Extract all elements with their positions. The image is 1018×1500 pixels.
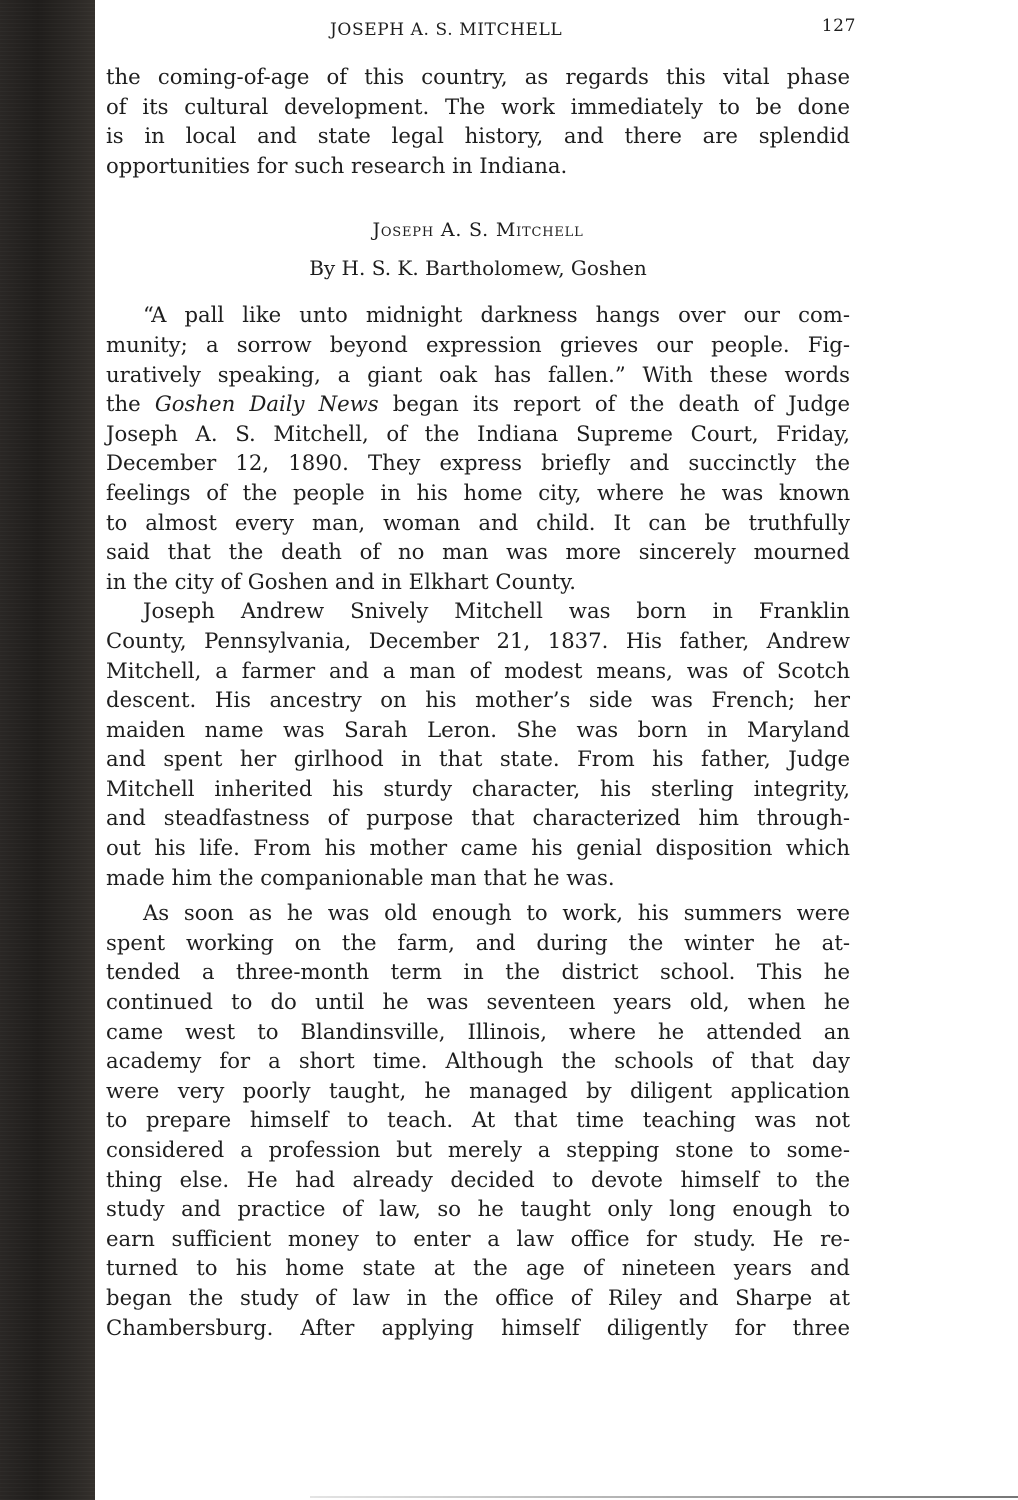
text-line: Mitchell, a farmer and a man of modest means, was of Scotch xyxy=(106,657,850,683)
page-number: 127 xyxy=(821,16,856,36)
text-line: Mitchell inherited his sturdy character, his sterling integrity, xyxy=(106,775,850,801)
book-spine-shadow xyxy=(0,0,95,1500)
text-line: Chambersburg. After applying himself diligently for three xyxy=(106,1314,850,1340)
text-line: December 12, 1890. They express briefly and succinctly the xyxy=(106,450,850,476)
text-line: “A pall like unto midnight darkness hangs over our com- xyxy=(143,302,850,328)
text-line: earn sufficient money to enter a law office for study. He re- xyxy=(106,1225,850,1251)
text-line: academy for a short time. Although the schools of that day xyxy=(106,1048,850,1074)
text-line: As soon as he was old enough to work, his summers were xyxy=(143,900,850,926)
article-paragraph-1 xyxy=(106,300,850,596)
page-bottom-edge xyxy=(310,1496,1018,1498)
text-fragment: the xyxy=(106,391,155,417)
newspaper-title-italic: Goshen Daily News xyxy=(154,391,379,417)
text-line: County, Pennsylvania, December 21, 1837. His father, Andrew xyxy=(106,627,850,653)
text-line: Joseph Andrew Snively Mitchell was born in Franklin xyxy=(143,598,850,624)
text-line: Joseph A. S. Mitchell, of the Indiana Supreme Court, Friday, xyxy=(106,420,850,446)
running-head-title: JOSEPH A. S. MITCHELL xyxy=(330,20,563,40)
text-line: began the study of law in the office of Riley and Sharpe at xyxy=(106,1284,850,1310)
text-line: to almost every man, woman and child. It can be truthfully xyxy=(106,509,850,535)
text-line-with-italic xyxy=(106,389,850,419)
text-line: continued to do until he was seventeen years old, when he xyxy=(106,989,850,1015)
text-line: opportunities for such research in Indiana. xyxy=(106,152,568,178)
article-title: Joseph A. S. Mitchell xyxy=(372,219,584,242)
text-line: turned to his home state at the age of nineteen years and xyxy=(106,1255,850,1281)
text-line: feelings of the people in his home city, where he was known xyxy=(106,479,850,505)
article-paragraph-3 xyxy=(106,898,850,1342)
text-fragment: began its report of the death of Judge xyxy=(378,391,850,417)
intro-paragraph xyxy=(106,62,850,180)
text-line: spent working on the farm, and during the winter he at- xyxy=(106,929,850,955)
text-line: study and practice of law, so he taught only long enough to xyxy=(106,1196,850,1222)
text-line: tended a three-month term in the district school. This he xyxy=(106,959,850,985)
text-line: munity; a sorrow beyond expression grieves our people. Fig- xyxy=(106,331,850,357)
article-byline: By H. S. K. Bartholomew, Goshen xyxy=(309,256,647,281)
text-line: maiden name was Sarah Leron. She was born in Maryland xyxy=(106,716,850,742)
text-line: out his life. From his mother came his genial disposition which xyxy=(106,835,850,861)
text-line: descent. His ancestry on his mother’s side was French; her xyxy=(106,687,850,713)
text-line: and steadfastness of purpose that characterized him through- xyxy=(106,805,850,831)
text-line: uratively speaking, a giant oak has fallen.” With these words xyxy=(106,361,850,387)
running-head xyxy=(106,14,856,44)
text-line: of its cultural development. The work immediately to be done xyxy=(106,93,850,119)
text-line: is in local and state legal history, and there are splendid xyxy=(106,123,850,149)
text-line: were very poorly taught, he managed by diligent application xyxy=(106,1077,850,1103)
text-line: made him the companionable man that he was. xyxy=(106,864,615,890)
text-line: the coming-of-age of this country, as regards this vital phase xyxy=(106,64,850,89)
text-line: considered a profession but merely a stepping stone to some- xyxy=(106,1137,850,1162)
text-line: to prepare himself to teach. At that time teaching was not xyxy=(106,1107,850,1133)
text-line: said that the death of no man was more sincerely mourned xyxy=(106,539,850,565)
text-line: and spent her girlhood in that state. From his father, Judge xyxy=(106,746,850,772)
article-paragraph-2 xyxy=(106,596,850,892)
text-line: thing else. He had already decided to devote himself to the xyxy=(106,1166,850,1192)
text-line: in the city of Goshen and in Elkhart County. xyxy=(106,568,577,594)
text-line: came west to Blandinsville, Illinois, where he attended an xyxy=(106,1018,850,1044)
book-page xyxy=(106,14,856,1342)
